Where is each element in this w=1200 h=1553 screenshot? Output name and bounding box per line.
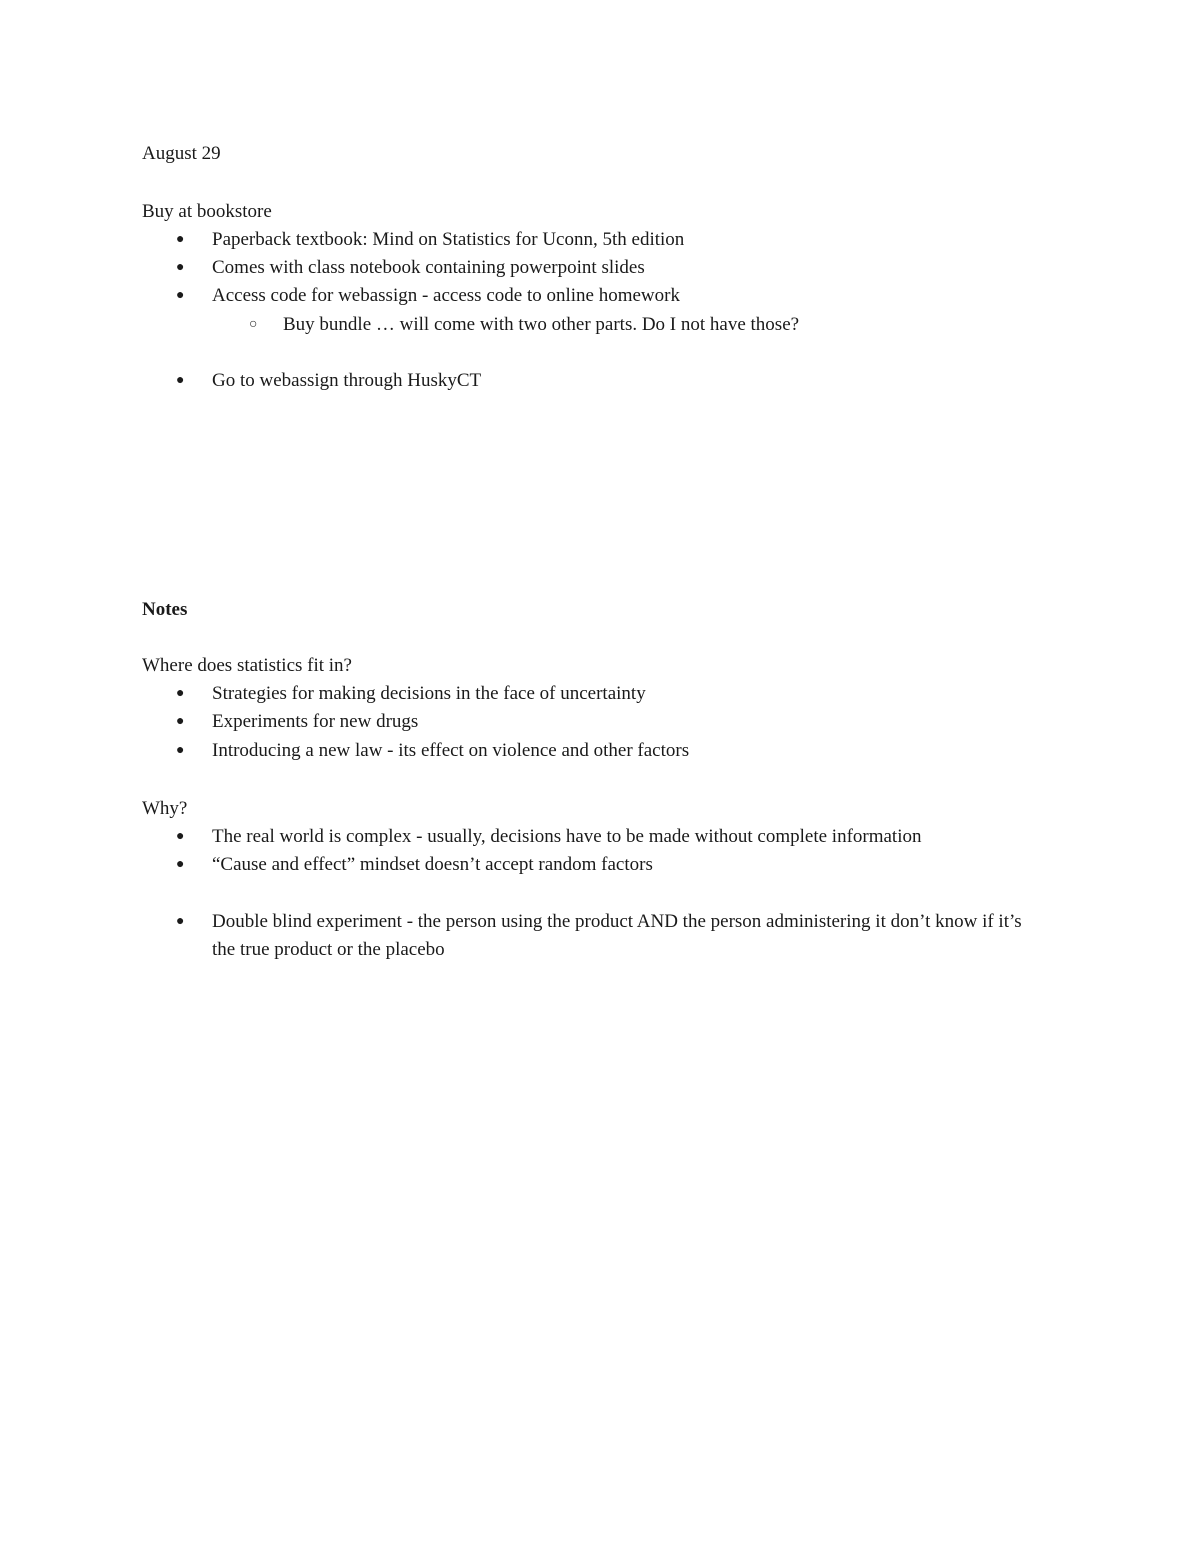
bullet-icon: ● <box>176 857 185 872</box>
bookstore-heading: Buy at bookstore <box>142 201 272 222</box>
list-item: Paperback textbook: Mind on Statistics for Uconn, 5th edition <box>212 229 685 250</box>
bullet-icon: ● <box>176 373 185 388</box>
list-item: Experiments for new drugs <box>212 711 419 732</box>
sub-bullet-icon: ○ <box>249 317 258 332</box>
bullet-icon: ● <box>176 288 185 303</box>
list-item: Double blind experiment - the person using the product AND the person administering it don’t know if it’s the true product or the placebo <box>212 911 1022 960</box>
bullet-icon: ● <box>176 232 185 247</box>
why-heading: Why? <box>142 798 188 819</box>
bullet-icon: ● <box>176 743 185 758</box>
notes-heading: Notes <box>142 599 188 620</box>
list-item: Go to webassign through HuskyCT <box>212 370 482 391</box>
bullet-icon: ● <box>176 260 185 275</box>
list-item: The real world is complex - usually, decisions have to be made without complete information <box>212 826 922 847</box>
bullet-icon: ● <box>176 829 185 844</box>
list-item: Strategies for making decisions in the face of uncertainty <box>212 683 646 704</box>
bullet-icon: ● <box>176 914 185 929</box>
list-item: Access code for webassign - access code to online homework <box>212 285 680 306</box>
list-item: Comes with class notebook containing powerpoint slides <box>212 257 645 278</box>
list-item: “Cause and effect” mindset doesn’t accept random factors <box>212 854 653 875</box>
bullet-icon: ● <box>176 714 185 729</box>
where-heading: Where does statistics fit in? <box>142 655 352 676</box>
sub-list-item: Buy bundle … will come with two other parts. Do I not have those? <box>283 314 800 335</box>
date-heading: August 29 <box>142 143 221 164</box>
bullet-icon: ● <box>176 686 185 701</box>
list-item: Introducing a new law - its effect on violence and other factors <box>212 740 690 761</box>
